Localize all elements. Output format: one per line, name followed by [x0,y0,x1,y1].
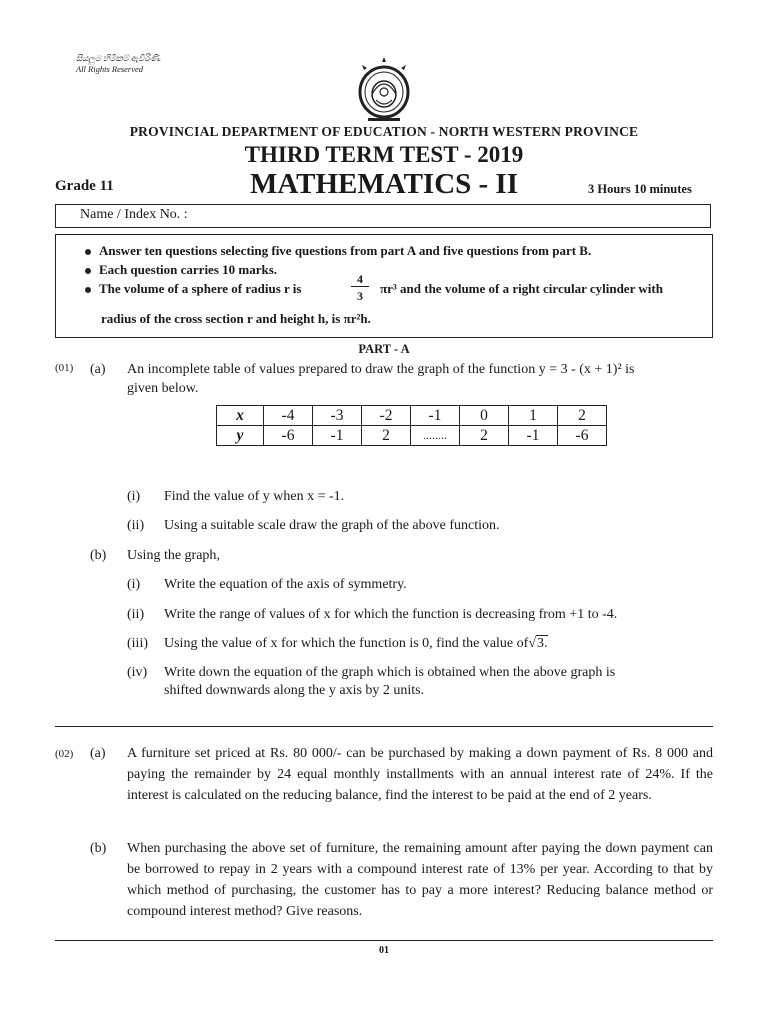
table-cell: 2 [558,406,607,426]
values-table [216,405,607,446]
q1-b-iv-text-1: Write down the equation of the graph which is obtained when the above graph is [164,665,616,680]
instructions-box [55,234,713,338]
q1-a-i-text: Find the value of y when x = -1. [164,489,345,504]
fraction-numerator: 4 [351,273,369,287]
table-cell: -2 [362,406,411,426]
q1-b-i-label: (i) [127,577,141,592]
q1-a-text-2: given below. [127,381,199,396]
instruction-2: Each question carries 10 marks. [85,262,277,278]
table-cell: 0 [460,406,509,426]
q1-b-iii-label: (iii) [127,636,148,651]
table-cell: -6 [264,426,313,446]
table-cell: 2 [460,426,509,446]
q1-b-ii-text: Write the range of values of x for which the function is decreasing from +1 to -4. [164,607,618,622]
duration-label: 3 Hours 10 minutes [588,182,692,196]
table-cell: -1 [313,426,362,446]
section-divider [55,726,713,727]
question-1-number: (01) [55,362,74,374]
table-cell: -4 [264,406,313,426]
copyright-notice [76,53,161,75]
q2-b-text: When purchasing the above set of furniture, the remaining amount after paying the down payment can be borrowed to repay in 2 years with a compound interest rate of 13% per year. According to that by which method of purchasing, the customer has to pay a more interest? Reducing balance method or compound interest method? Give reasons. [127,841,713,919]
q1-b-iv-label: (iv) [127,665,148,680]
table-cell: 1 [509,406,558,426]
copyright-sinhala: සියලුම හිමිකම් ඇවිරිණි. [76,53,162,63]
q1-b-iv-text-2: shifted downwards along the y axis by 2 units. [164,683,425,698]
table-header-x: x [217,406,264,426]
q1-a-label: (a) [90,362,106,377]
bullet-icon [85,249,91,255]
copyright-english: All Rights Reserved [76,64,144,74]
q1-a-text-1: An incomplete table of values prepared to draw the graph of the function y = 3 - (x + 1)² is [127,362,635,377]
q1-b-text: Using the graph, [127,548,220,563]
part-a-heading: PART - A [358,342,410,356]
table-cell: 2 [362,426,411,446]
q2-a-text: A furniture set priced at Rs. 80 000/- can be purchased by making a down payment of Rs. 8 000 and paying the remainder by 24 equal monthly installments with an annual interest rate of 24%. If the interest is calculated on the reducing balance, find the interest to be paid at the end of 2 years. [127,746,713,803]
q2-a-label: (a) [90,746,106,761]
square-root-icon: √ [528,636,536,651]
table-header-y: y [217,426,264,446]
name-index-label: Name / Index No. : [80,207,188,222]
table-row-x [217,406,607,426]
table-row-y [217,426,607,446]
q1-b-label: (b) [90,548,107,563]
bullet-icon [85,268,91,274]
instruction-4: radius of the cross section r and height h, is πr²h. [101,311,371,326]
footer-divider [55,940,713,941]
table-cell: -1 [509,426,558,446]
education-emblem-icon [348,56,420,126]
table-cell-blank: ........ [411,426,460,446]
name-index-field[interactable] [55,204,711,228]
table-cell: -1 [411,406,460,426]
department-title: PROVINCIAL DEPARTMENT OF EDUCATION - NORTH WESTERN PROVINCE [129,124,639,139]
instruction-1: Answer ten questions selecting five questions from part A and five questions from part B. [85,243,591,259]
fraction-denominator: 3 [357,289,363,303]
bullet-icon [85,287,91,293]
q1-b-ii-label: (ii) [127,607,145,622]
instruction-3-cont: πr³ and the volume of a right circular cylinder with [380,281,663,296]
table-cell: -6 [558,426,607,446]
table-cell: -3 [313,406,362,426]
question-2-number: (02) [55,748,74,760]
q1-a-i-label: (i) [127,489,141,504]
q1-b-i-text: Write the equation of the axis of symmetry. [164,577,407,592]
test-title: THIRD TERM TEST - 2019 [244,142,524,167]
page-number: 01 [379,945,389,956]
q1-b-iii-text: Using the value of x for which the function is 0, find the value of√3. [164,636,548,651]
q1-a-ii-text: Using a suitable scale draw the graph of the above function. [164,518,500,533]
instruction-3: The volume of a sphere of radius r is [85,281,301,297]
q1-a-ii-label: (ii) [127,518,145,533]
grade-label: Grade 11 [55,178,114,194]
subject-title: MATHEMATICS - II [250,168,518,200]
q2-b-label: (b) [90,841,107,856]
